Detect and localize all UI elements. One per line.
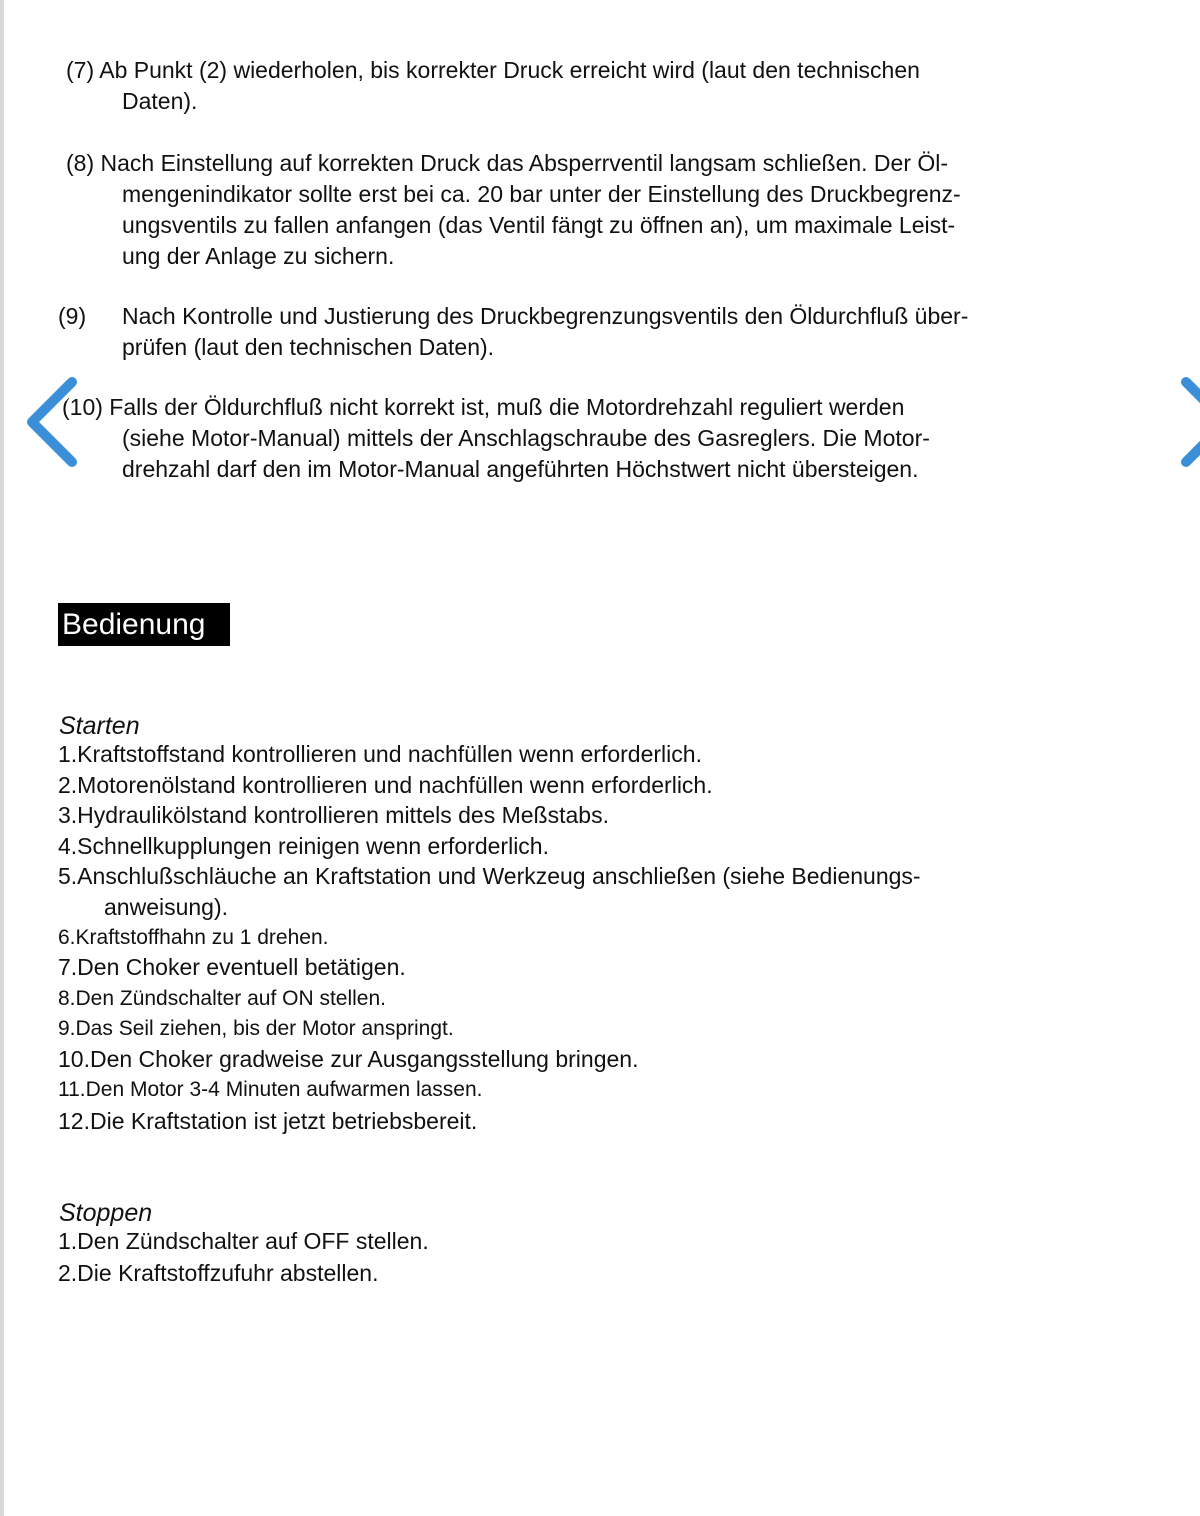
- starten-item-7: 7.Den Choker eventuell betätigen.: [58, 954, 406, 980]
- starten-item-11: 11.Den Motor 3-4 Minuten aufwarmen lassen.: [58, 1078, 483, 1101]
- step-7-line-2: Daten).: [122, 88, 198, 114]
- chevron-left-icon: [20, 372, 90, 472]
- step-10-line-3: drehzahl darf den im Motor-Manual angeführten Höchstwert nicht übersteigen.: [122, 456, 919, 482]
- step-9-line-1: Nach Kontrolle und Justierung des Druckbegrenzungsventils den Öldurchfluß über-: [122, 303, 969, 329]
- starten-item-3: 3.Hydraulikölstand kontrollieren mittels des Meßstabs.: [58, 802, 609, 828]
- starten-item-9: 9.Das Seil ziehen, bis der Motor anspringt.: [58, 1017, 454, 1040]
- step-9-line-2: prüfen (laut den technischen Daten).: [122, 334, 495, 360]
- chevron-right-icon: [1176, 372, 1200, 472]
- starten-item-1: 1.Kraftstoffstand kontrollieren und nachfüllen wenn erforderlich.: [58, 741, 702, 767]
- starten-item-10: 10.Den Choker gradweise zur Ausgangsstellung bringen.: [58, 1046, 639, 1072]
- step-10-line-2: (siehe Motor-Manual) mittels der Anschlagschraube des Gasreglers. Die Motor-: [122, 425, 930, 451]
- stoppen-item-2: 2.Die Kraftstoffzufuhr abstellen.: [58, 1260, 379, 1286]
- step-8-line-2: mengenindikator sollte erst bei ca. 20 bar unter der Einstellung des Druckbegrenz-: [122, 181, 961, 207]
- section-heading: Bedienung: [58, 603, 230, 646]
- starten-item-4: 4.Schnellkupplungen reinigen wenn erforderlich.: [58, 833, 549, 859]
- step-10-line-1: (10) Falls der Öldurchfluß nicht korrekt ist, muß die Motordrehzahl reguliert werden: [62, 394, 905, 420]
- step-8: [66, 148, 961, 272]
- next-page-button[interactable]: [1176, 372, 1200, 472]
- step-9-number: (9): [58, 303, 87, 329]
- starten-item-5-continuation: anweisung).: [104, 894, 229, 920]
- step-8-line-3: ungsventils zu fallen anfangen (das Ventil fängt zu öffnen an), um maximale Leist-: [122, 212, 956, 238]
- starten-item-6: 6.Kraftstoffhahn zu 1 drehen.: [58, 926, 329, 949]
- step-9: [122, 301, 968, 363]
- stoppen-title: Stoppen: [59, 1199, 153, 1227]
- starten-item-8: 8.Den Zündschalter auf ON stellen.: [58, 987, 387, 1010]
- step-8-line-1: (8) Nach Einstellung auf korrekten Druck das Absperrventil langsam schließen. Der Öl-: [66, 150, 949, 176]
- step-7-line-1: (7) Ab Punkt (2) wiederholen, bis korrekter Druck erreicht wird (laut den technischen: [66, 57, 920, 83]
- step-7: [66, 55, 920, 117]
- starten-title: Starten: [59, 712, 140, 740]
- stoppen-item-1: 1.Den Zündschalter auf OFF stellen.: [58, 1228, 429, 1254]
- step-8-line-4: ung der Anlage zu sichern.: [122, 243, 395, 269]
- starten-item-12: 12.Die Kraftstation ist jetzt betriebsbereit.: [58, 1108, 478, 1134]
- starten-item-2: 2.Motorenölstand kontrollieren und nachfüllen wenn erforderlich.: [58, 772, 713, 798]
- prev-page-button[interactable]: [20, 372, 90, 472]
- starten-item-5: 5.Anschlußschläuche an Kraftstation und Werkzeug anschließen (siehe Bedienungs-: [58, 863, 921, 889]
- step-10: [62, 392, 930, 485]
